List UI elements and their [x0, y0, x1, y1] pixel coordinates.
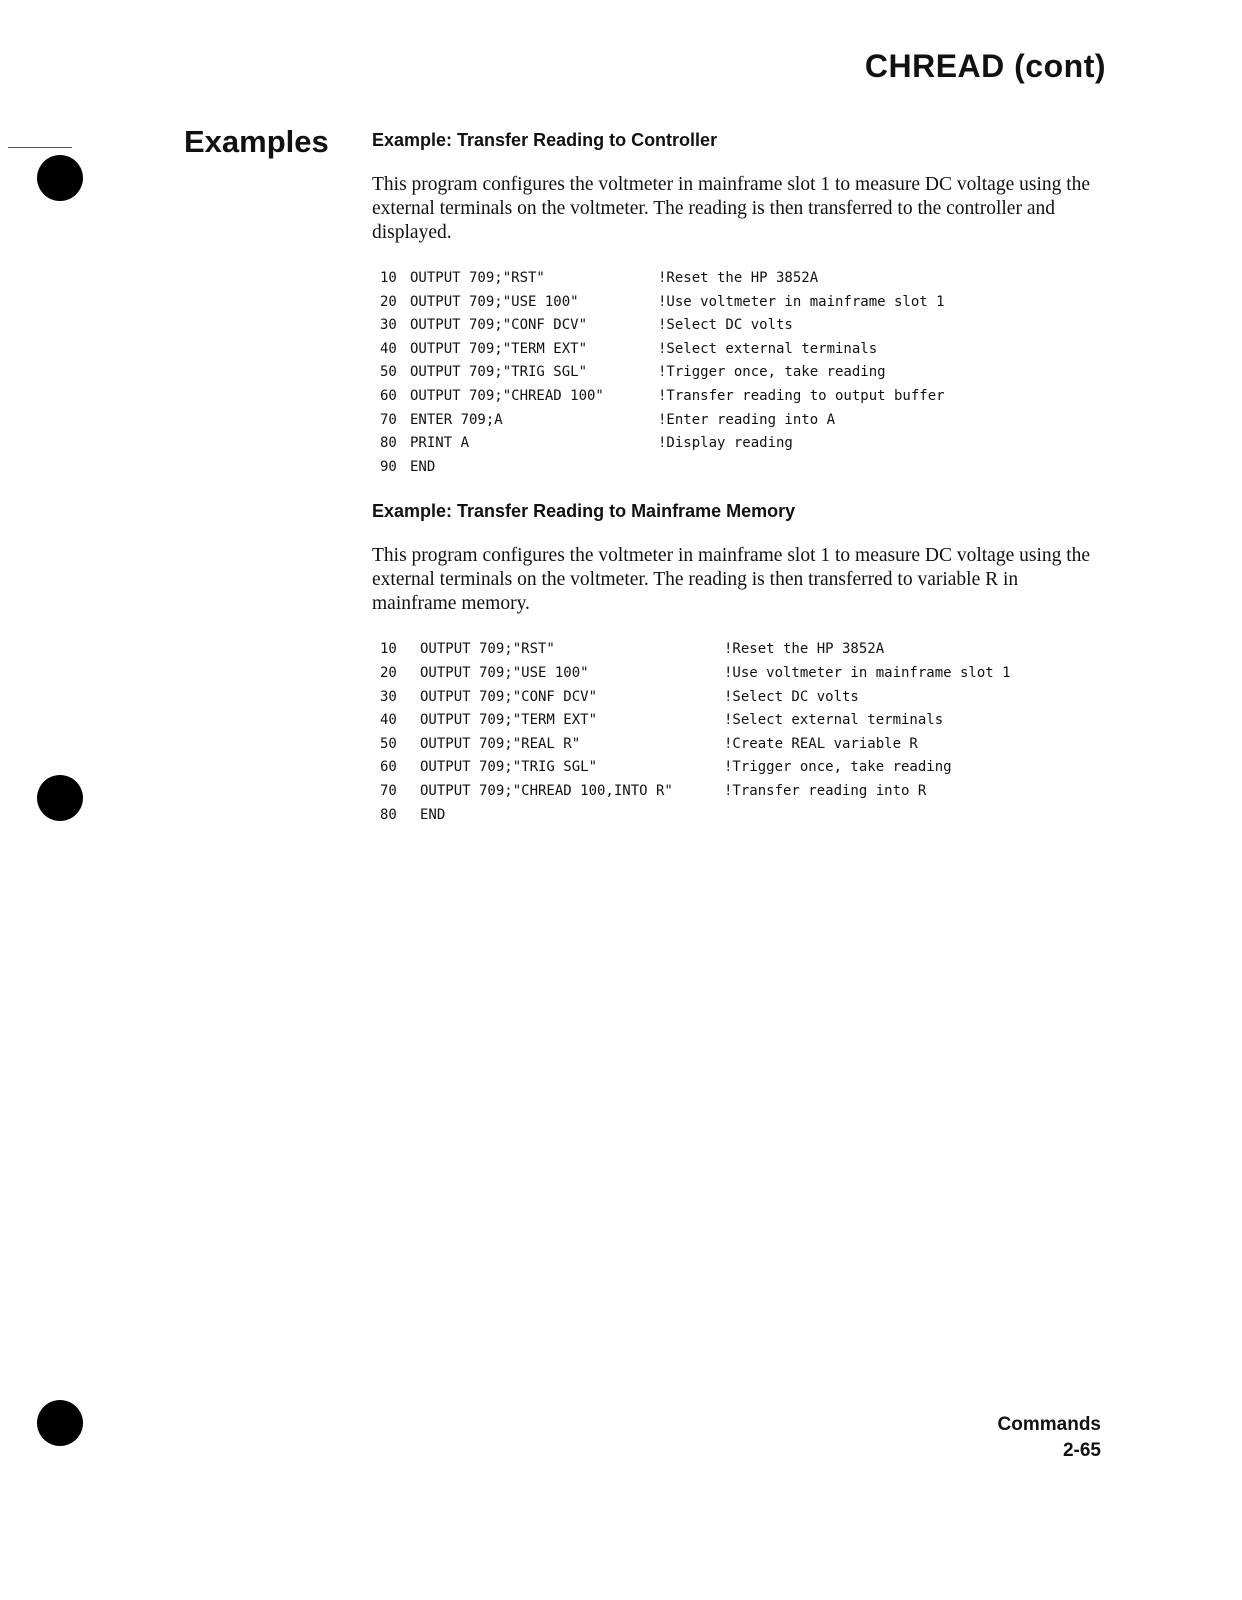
code-line	[380, 709, 1112, 733]
code-line	[380, 432, 1112, 456]
code-line	[380, 338, 1112, 362]
example-mainframe-memory	[372, 501, 1112, 827]
section-label: Examples	[184, 124, 329, 159]
code-statement: OUTPUT 709;"CHREAD 100"	[410, 387, 604, 404]
code-statement: END	[410, 458, 436, 475]
line-number: 30	[380, 317, 397, 334]
code-line	[380, 662, 1112, 686]
code-listing	[380, 638, 1112, 827]
code-statement: PRINT A	[410, 435, 470, 452]
code-statement: OUTPUT 709;"CONF DCV"	[420, 688, 598, 705]
code-statement: END	[420, 806, 446, 823]
code-line	[380, 756, 1112, 780]
code-comment: !Select external terminals	[724, 712, 944, 729]
code-line	[380, 686, 1112, 710]
code-statement: OUTPUT 709;"TRIG SGL"	[410, 364, 588, 381]
code-statement: OUTPUT 709;"USE 100"	[420, 664, 589, 681]
code-comment: !Transfer reading to output buffer	[658, 387, 945, 404]
page-footer	[998, 1412, 1101, 1464]
code-line	[380, 804, 1112, 828]
line-number: 50	[380, 364, 397, 381]
code-line	[380, 291, 1112, 315]
line-number: 40	[380, 340, 397, 357]
line-number: 10	[380, 270, 397, 286]
code-comment: !Enter reading into A	[658, 411, 836, 428]
footer-page-number: 2-65	[1062, 1440, 1101, 1461]
code-line	[380, 314, 1112, 338]
code-listing	[380, 267, 1112, 479]
example-description: This program configures the voltmeter in mainframe slot 1 to measure DC voltage using the external terminals on the voltmeter. The reading is then transferred to variable R in mainframe memory.	[372, 545, 1091, 615]
code-comment: !Use voltmeter in mainframe slot 1	[724, 664, 1011, 681]
footer-chapter: Commands	[997, 1414, 1101, 1435]
line-number: 70	[380, 411, 397, 428]
code-statement: OUTPUT 709;"CHREAD 100,INTO R"	[420, 782, 673, 799]
line-number: 50	[380, 735, 397, 752]
code-comment: !Select DC volts	[724, 688, 859, 705]
line-number: 80	[380, 435, 397, 452]
code-comment: !Reset the HP 3852A	[658, 270, 819, 286]
code-comment: !Trigger once, take reading	[724, 759, 952, 776]
code-comment: !Select DC volts	[658, 317, 793, 334]
code-line	[380, 409, 1112, 433]
code-statement: OUTPUT 709;"CONF DCV"	[410, 317, 588, 334]
example-title: Example: Transfer Reading to Mainframe Memory	[372, 501, 796, 522]
line-number: 30	[380, 688, 397, 705]
code-comment: !Create REAL variable R	[724, 735, 918, 752]
code-line	[380, 267, 1112, 291]
code-statement: ENTER 709;A	[410, 411, 503, 428]
examples-content	[372, 130, 1112, 827]
line-number: 40	[380, 712, 397, 729]
code-line	[380, 733, 1112, 757]
code-comment: !Select external terminals	[658, 340, 878, 357]
code-statement: OUTPUT 709;"USE 100"	[410, 293, 579, 310]
example-controller	[372, 130, 1112, 479]
example-title: Example: Transfer Reading to Controller	[372, 130, 718, 150]
line-number: 20	[380, 293, 397, 310]
code-line	[380, 456, 1112, 480]
line-number: 70	[380, 782, 397, 799]
code-comment: !Use voltmeter in mainframe slot 1	[658, 293, 945, 310]
code-statement: OUTPUT 709;"TRIG SGL"	[420, 759, 598, 776]
punch-hole-top	[37, 155, 83, 201]
code-statement: OUTPUT 709;"TERM EXT"	[410, 340, 588, 357]
punch-hole-bottom	[37, 1400, 83, 1446]
line-number: 80	[380, 806, 397, 823]
page-title: CHREAD (cont)	[864, 48, 1106, 84]
code-line	[380, 780, 1112, 804]
line-number: 90	[380, 458, 397, 475]
code-line	[380, 361, 1112, 385]
code-statement: OUTPUT 709;"TERM EXT"	[420, 712, 598, 729]
code-line	[380, 385, 1112, 409]
line-number: 60	[380, 387, 397, 404]
code-statement: OUTPUT 709;"RST"	[420, 641, 555, 658]
code-comment: !Display reading	[658, 435, 793, 452]
line-number: 60	[380, 759, 397, 776]
scan-artifact-line	[8, 147, 72, 148]
line-number: 10	[380, 641, 397, 658]
code-comment: !Reset the HP 3852A	[724, 641, 885, 658]
code-statement: OUTPUT 709;"REAL R"	[420, 735, 581, 752]
example-description: This program configures the voltmeter in mainframe slot 1 to measure DC voltage using the external terminals on the voltmeter. The reading is then transferred to the controller and displayed.	[372, 174, 1091, 243]
code-statement: OUTPUT 709;"RST"	[410, 270, 545, 286]
code-comment: !Trigger once, take reading	[658, 364, 886, 381]
punch-hole-middle	[37, 775, 83, 821]
line-number: 20	[380, 664, 397, 681]
code-line	[380, 638, 1112, 662]
code-comment: !Transfer reading into R	[724, 782, 927, 799]
